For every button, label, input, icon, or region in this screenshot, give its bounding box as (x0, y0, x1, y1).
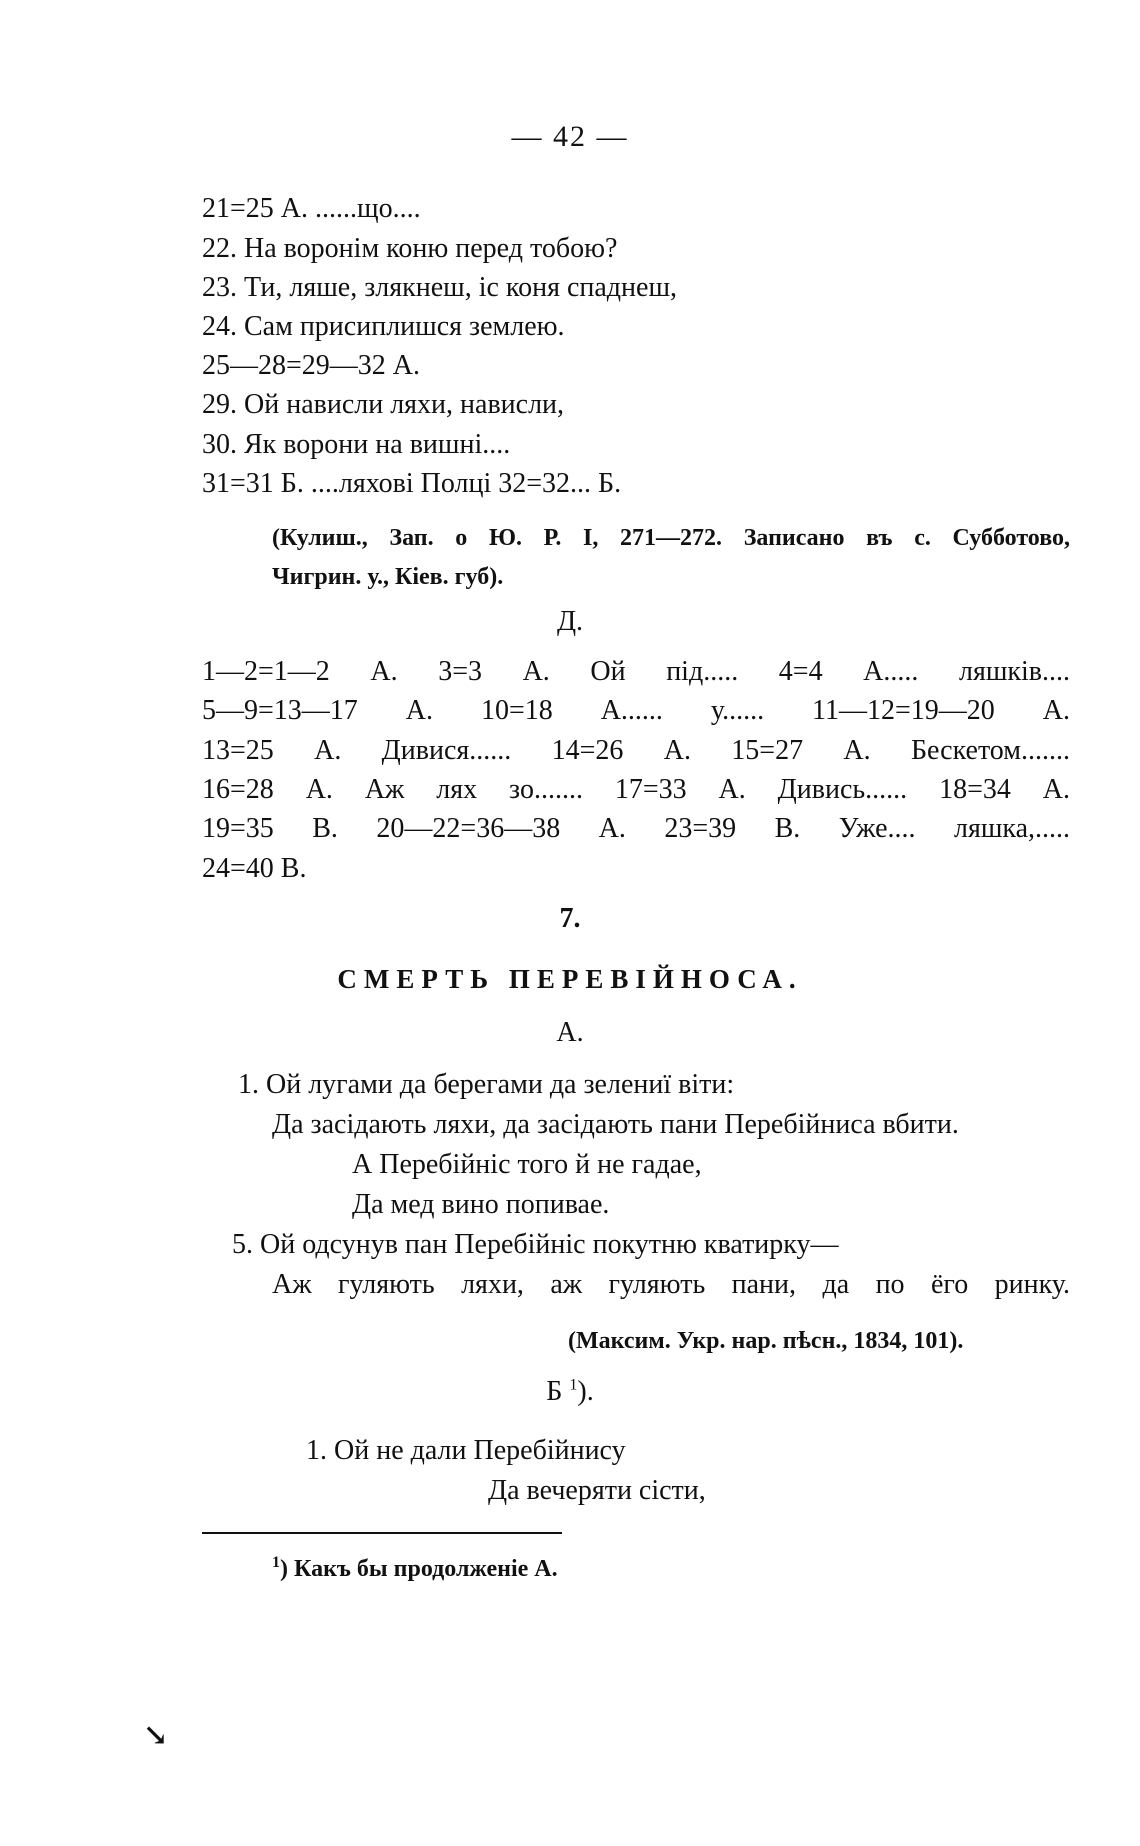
variant-line: 25—28=29—32 А. (202, 350, 421, 381)
footnote-mark: 1 (272, 1554, 280, 1571)
verse-line: 1. Ой не дали Перебійнису (306, 1435, 626, 1466)
footnote-reference: 1 (569, 1376, 578, 1394)
source-citation-line: (Максим. Укр. нар. пѣсн., 1834, 101). (568, 1328, 964, 1354)
variant-line: 31=31 Б. ....ляхові Полці 32=32... Б. (202, 468, 622, 499)
page-number: — 42 — (511, 120, 629, 153)
section-label-text: Б (546, 1376, 563, 1407)
variant-line: 16=28 А. Аж лях зо....... 17=33 А. Дивись...... 18=34 А. (202, 774, 1070, 805)
verse-line: Аж гуляють ляхи, аж гуляють пани, да по ёго ринку. (272, 1269, 1070, 1300)
verse-line: Да засідають ляхи, да засідають пани Перебійниса вбити. (272, 1109, 959, 1140)
verse-line: 5. Ой одсунув пан Перебійніс покутню кватирку— (232, 1229, 839, 1260)
section-label: Д. (556, 606, 584, 637)
variant-line: 19=35 В. 20—22=36—38 А. 23=39 В. Уже.... ляшка,..... (202, 813, 1070, 844)
variant-line: 23. Ти, ляше, злякнеш, іс коня спаднеш, (202, 272, 678, 303)
song-title: СМЕРТЬ ПЕРЕВІЙНОСА. (337, 964, 803, 994)
variant-line: 1—2=1—2 А. 3=3 А. Ой під..... 4=4 А..... ляшків.... (202, 656, 1070, 687)
song-number: 7. (559, 903, 581, 934)
verse-line: А Перебійніс того й не гадае, (352, 1149, 702, 1180)
variant-line: 5—9=13—17 А. 10=18 А...... у...... 11—12=19—20 А. (202, 695, 1070, 726)
section-label (0, 1375, 1140, 1409)
source-citation-line: (Кулиш., Зап. о Ю. Р. I, 271—272. Записано въ с. Субботово, (272, 525, 1070, 551)
section-label: А. (556, 1017, 584, 1048)
section-label-suffix: ). (577, 1376, 594, 1407)
footnote-divider (202, 1532, 562, 1534)
verse-line: Да мед вино попивае. (352, 1189, 610, 1220)
variant-line: 21=25 А. ......що.... (202, 193, 421, 224)
printer-mark-icon: ↘ (143, 1719, 169, 1752)
verse-line: Да вечеряти сісти, (488, 1475, 706, 1506)
footnote (272, 1552, 558, 1586)
variant-line: 30. Як ворони на вишні.... (202, 429, 511, 460)
verse-line: 1. Ой лугами да берегами да зелениї віти: (238, 1069, 735, 1100)
variant-line: 24. Сам присиплишся землею. (202, 311, 565, 342)
variant-line: 29. Ой нависли ляхи, нависли, (202, 389, 565, 420)
footnote-text: ) Какъ бы продолженiе А. (280, 1556, 558, 1582)
variant-line: 24=40 В. (202, 853, 307, 884)
source-citation-line: Чигрин. у., Кiев. губ). (272, 564, 504, 590)
variant-line: 22. На воронім коню перед тобою? (202, 233, 618, 264)
variant-line: 13=25 А. Дивися...... 14=26 А. 15=27 А. Бескетом....... (202, 735, 1070, 766)
